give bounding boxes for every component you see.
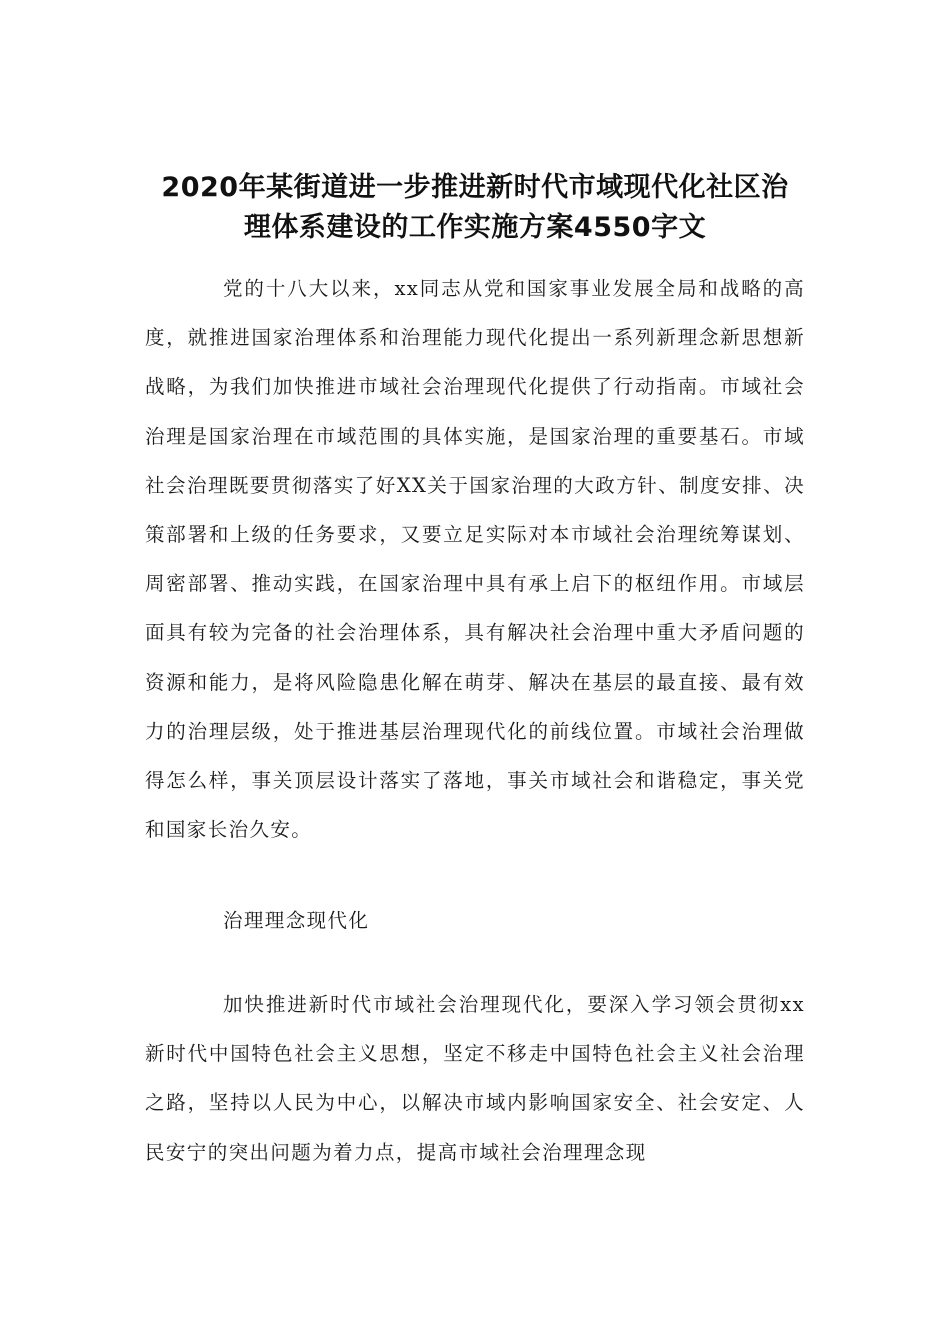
intro-paragraph: 党的十八大以来，xx同志从党和国家事业发展全局和战略的高度，就推进国家治理体系和治理能力现代化提出一系列新理念新思想新战略，为我们加快推进市域社会治理现代化提供了行动指南。市域社会治理是国家治理在市域范围的具体实施，是国家治理的重要基石。市域社会治理既要贯彻落实了好XX关于国家治理的大政方针、制度安排、决策部署和上级的任务要求，又要立足实际对本市域社会治理统筹谋划、周密部署、推动实践，在国家治理中具有承上启下的枢纽作用。市域层面具有较为完备的社会治理体系，具有解决社会治理中重大矛盾问题的资源和能力，是将风险隐患化解在萌芽、解决在基层的最直接、最有效力的治理层级，处于推进基层治理现代化的前线位置。市域社会治理做得怎么样，事关顶层设计落实了落地，事关市域社会和谐稳定，事关党和国家长治久安。	[145, 277, 805, 842]
document-title	[140, 168, 810, 248]
section-heading: 治理理念现代化	[223, 909, 370, 932]
body-paragraph: 加快推进新时代市域社会治理现代化，要深入学习领会贯彻xx新时代中国特色社会主义思想，坚定不移走中国特色社会主义社会治理之路，坚持以人民为中心，以解决市域内影响国家安全、社会安定、人民安宁的突出问题为着力点，提高市域社会治理理念现	[145, 993, 805, 1164]
title-line-2: 理体系建设的工作实施方案4550字文	[243, 212, 707, 244]
title-line-1: 2020年某街道进一步推进新时代市域现代化社区治	[161, 172, 789, 204]
